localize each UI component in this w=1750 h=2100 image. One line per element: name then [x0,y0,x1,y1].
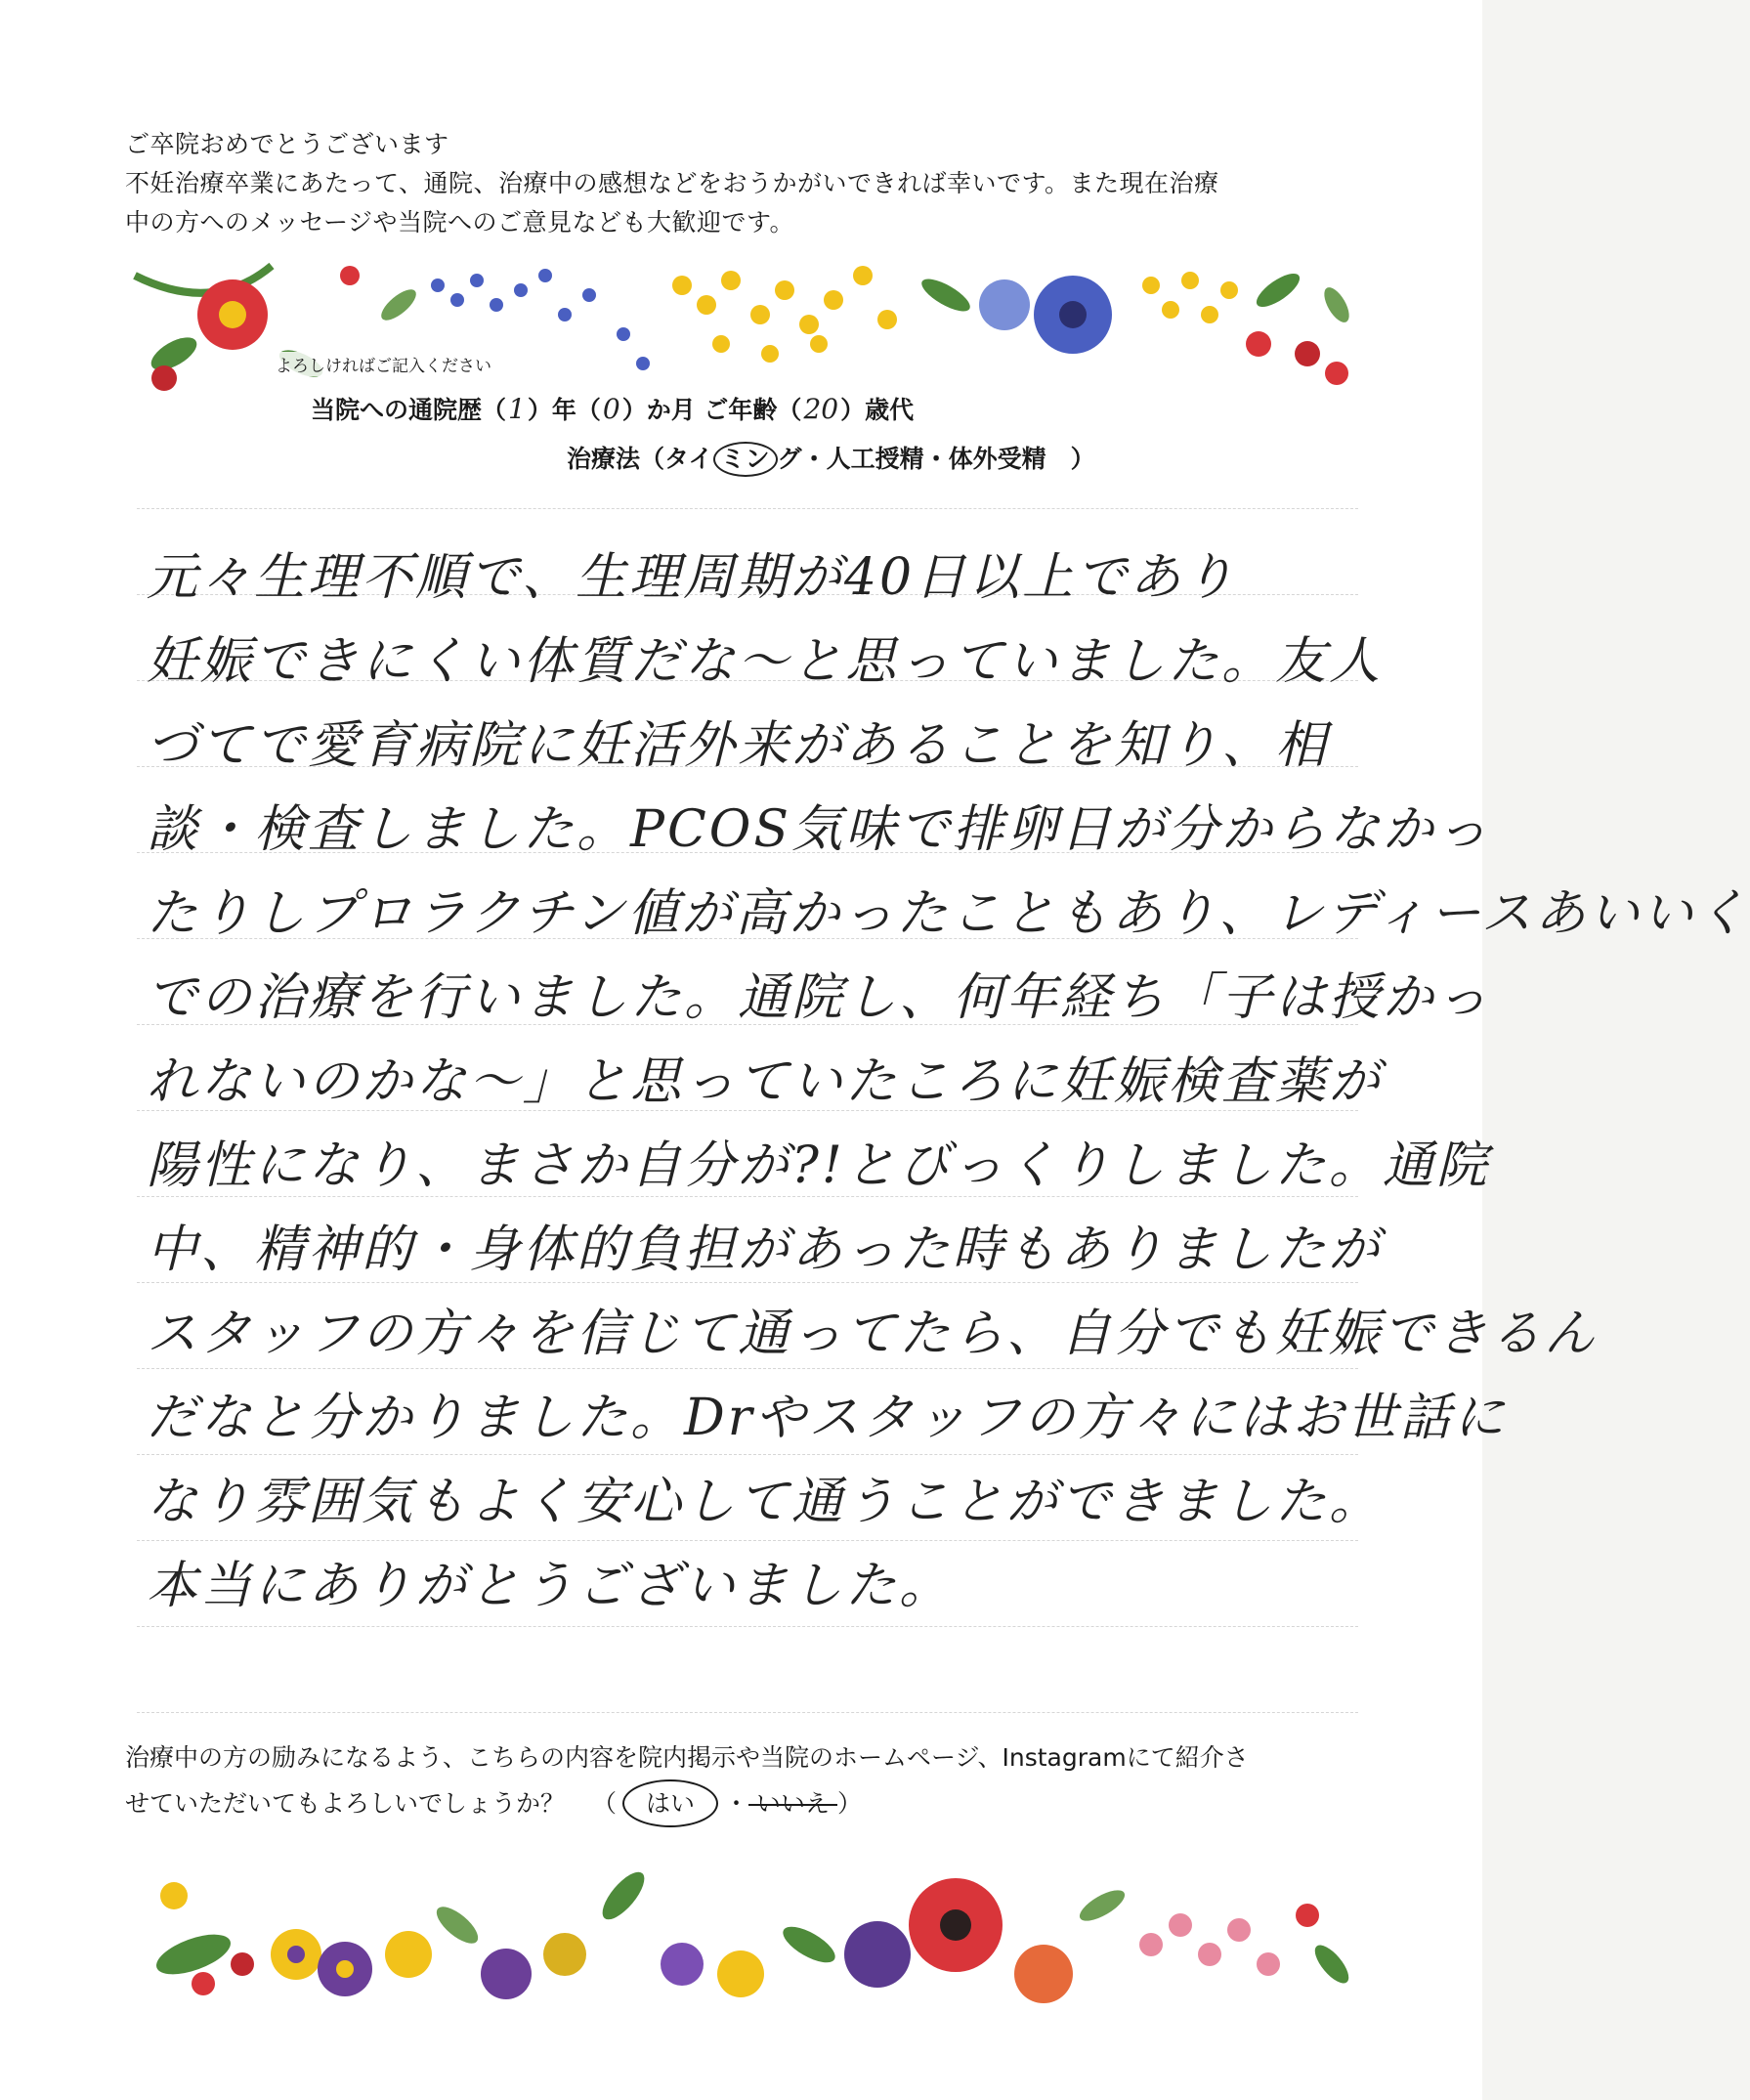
consent-yes-option[interactable]: はい [622,1779,718,1827]
consent-answer [592,1779,862,1827]
years-value[interactable]: 1 [508,393,526,425]
message-line: 談・検査しました。PCOS気味で排卵日が分からなかっ [147,800,1491,859]
consent-open-paren: （ [591,1789,617,1818]
consent-separator: ・ [724,1789,749,1818]
message-line: 元々生理不順で、生理周期が40日以上であり [147,548,1238,607]
months-unit: ）か月 [621,396,696,424]
intro-line-1: ご卒院おめでとうございます [125,130,449,158]
message-line: スタッフの方々を信じて通ってたら、自分でも妊娠できるん [147,1305,1599,1363]
consent-question-line-2 [125,1779,1386,1827]
method-timing-prefix: タイ [664,445,713,473]
consent-no-option[interactable]: いいえ [748,1781,837,1825]
message-line: なり雰囲気もよく安心して通うことができました。 [147,1473,1384,1531]
message-line: 中、精神的・身体的負担があった時もありましたが [147,1221,1383,1279]
message-line: 陽性になり、まさか自分が?!とびっくりしました。通院 [147,1136,1490,1195]
treatment-method-label: 治療法（ [567,445,665,473]
message-line: たりしプロラクチン値が高かったこともあり、レディースあいいく [147,884,1750,943]
publication-consent [125,1736,1386,1827]
intro-text [125,125,1366,242]
consent-question-line-2-text: せていただいてもよろしいでしょうか？ [125,1789,566,1818]
consent-close-paren: ） [837,1789,863,1818]
age-label: ご年齢（ [704,396,802,424]
age-unit: ）歳代 [840,396,915,424]
age-value[interactable]: 20 [803,393,839,425]
method-timing-suffix: グ [777,445,802,473]
message-line: づてで愛育病院に妊活外来があることを知り、相 [147,716,1330,775]
intro-line-2: 不妊治療卒業にあたって、通院、治療中の感想などをおうかがいできれば幸いです。また現在治療 [125,169,1219,197]
message-line: だなと分かりました。Drやスタッフの方々にはお世話に [147,1389,1508,1447]
message-line: での治療を行いました。通院し、何年経ち「子は授かっ [147,968,1491,1027]
visit-history-label: 当院への通院歴（ [311,396,507,424]
ruled-line [137,1712,1358,1713]
handwritten-message [147,536,1750,1628]
message-line: れないのかな〜」と思っていたころに妊娠検査薬が [147,1052,1384,1111]
optional-entry-label: よろしければご記入ください [272,352,495,376]
method-options-rest: ・人工授精・体外受精 ） [801,445,1095,473]
months-value[interactable]: 0 [602,393,620,425]
years-unit: ）年（ [527,396,601,424]
treatment-method-line [567,440,1095,477]
method-timing-selected-mark[interactable]: ミン [713,442,778,477]
ruled-line [137,508,1358,509]
floral-border-bottom [135,1837,1358,2005]
message-line: 妊娠できにくい体質だな〜と思っていました。友人 [147,632,1384,691]
visit-history-line [311,391,914,426]
intro-line-3: 中の方へのメッセージや当院へのご意見なども大歓迎です。 [125,208,795,236]
message-line: 本当にありがとうございました。 [147,1557,954,1615]
consent-question-line-1: 治療中の方の励みになるよう、こちらの内容を院内掲示や当院のホームページ、Instagramにて紹介さ [125,1743,1249,1772]
